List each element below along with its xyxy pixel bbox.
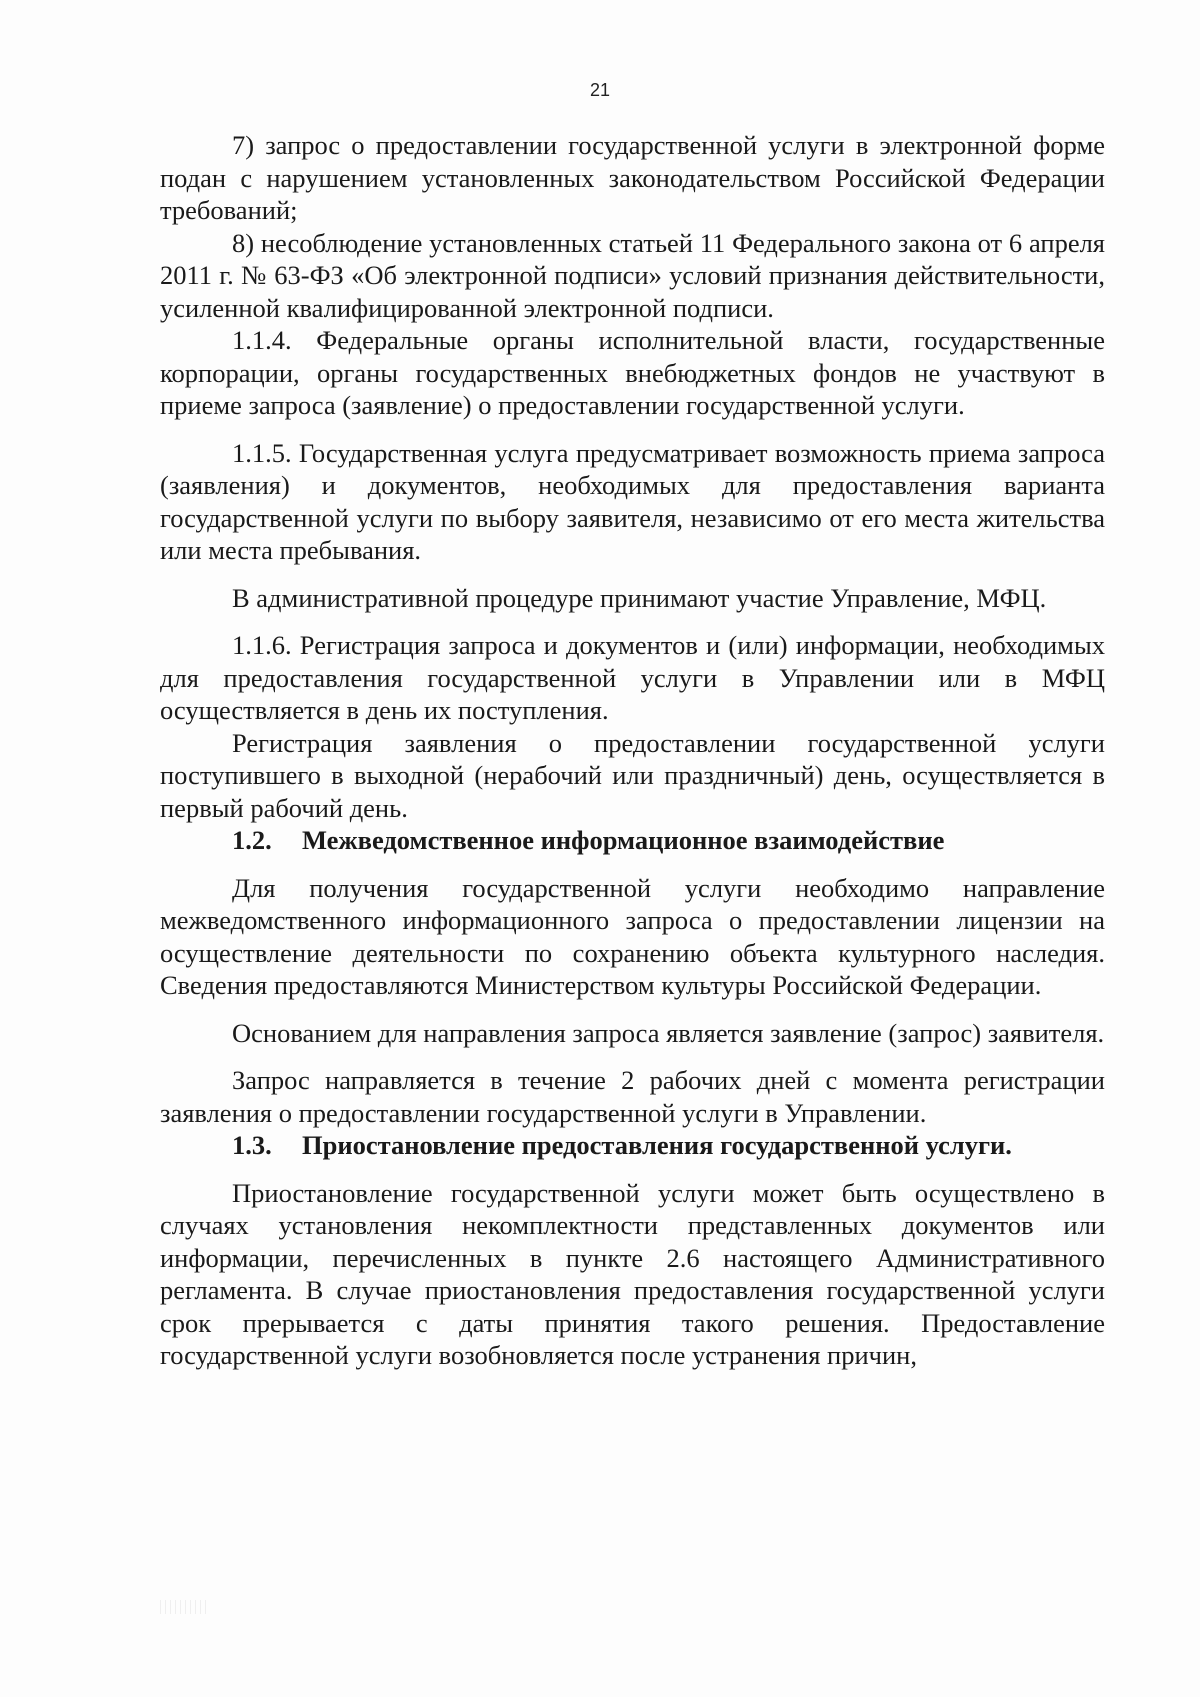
paragraph-1-1-4: 1.1.4. Федеральные органы исполнительной власти, государственные корпорации, органы государственных внебюджетных фондов не участвуют в приеме запроса (заявление) о предоставлении государственной услуги. [160, 325, 1105, 420]
section-title: Приостановление предоставления государственной услуги. [302, 1130, 1012, 1160]
paragraph-item-7: 7) запрос о предоставлении государственной услуги в электронной форме подан с нарушением установленных законодательством Российской Федерации требований; [160, 130, 1105, 225]
document-body [160, 129, 1105, 1372]
paragraph-request-basis: Основанием для направления запроса является заявление (запрос) заявителя. [232, 1017, 1105, 1048]
scan-artifact [160, 1600, 210, 1614]
section-title: Межведомственное информационное взаимодействие [302, 825, 945, 855]
paragraph-1-1-5: 1.1.5. Государственная услуга предусматривает возможность приема запроса (заявления) и документов, необходимых для предоставления варианта государственной услуги по выбору заявителя, независимо от его места жительства или места пребывания. [160, 437, 1105, 565]
section-heading-1-3 [160, 1129, 1105, 1162]
paragraph-registration-holiday: Регистрация заявления о предоставлении государственной услуги поступившего в выходной (нерабочий или праздничный) день, осуществляется в первый рабочий день. [160, 727, 1105, 823]
paragraph-item-8: 8) несоблюдение установленных статьей 11 Федерального закона от 6 апреля 2011 г. № 63-ФЗ «Об электронной подписи» условий признания действительности, усиленной квалифицированной электронной подписи. [160, 227, 1105, 323]
section-heading-1-2 [160, 824, 1105, 857]
section-number: 1.3. [232, 1130, 272, 1160]
paragraph-suspension: Приостановление государственной услуги может быть осуществлено в случаях установления некомплектности представленных документов или информации, перечисленных в пункте 2.6 настоящего Административного регламента. В случае приостановления предоставления государственной услуги срок прерывается с даты принятия такого решения. Предоставление государственной услуги возобновляется после устранения причин, [160, 1177, 1105, 1370]
paragraph-interagency-request: Для получения государственной услуги необходимо направление межведомственного информационного запроса о предоставлении лицензии на осуществление деятельности по сохранению объекта культурного наследия. Сведения предоставляются Министерством культуры Российской Федерации. [160, 872, 1105, 1000]
section-number: 1.2. [232, 825, 272, 855]
paragraph-request-deadline: Запрос направляется в течение 2 рабочих дней с момента регистрации заявления о предоставлении государственной услуги в Управлении. [160, 1065, 1105, 1128]
paragraph-participants: В административной процедуре принимают участие Управление, МФЦ. [232, 582, 1047, 613]
page-number: 21 [589, 80, 611, 100]
paragraph-1-1-6: 1.1.6. Регистрация запроса и документов и (или) информации, необходимых для предоставления государственной услуги в Управлении или в МФЦ осуществляется в день их поступления. [160, 630, 1105, 725]
